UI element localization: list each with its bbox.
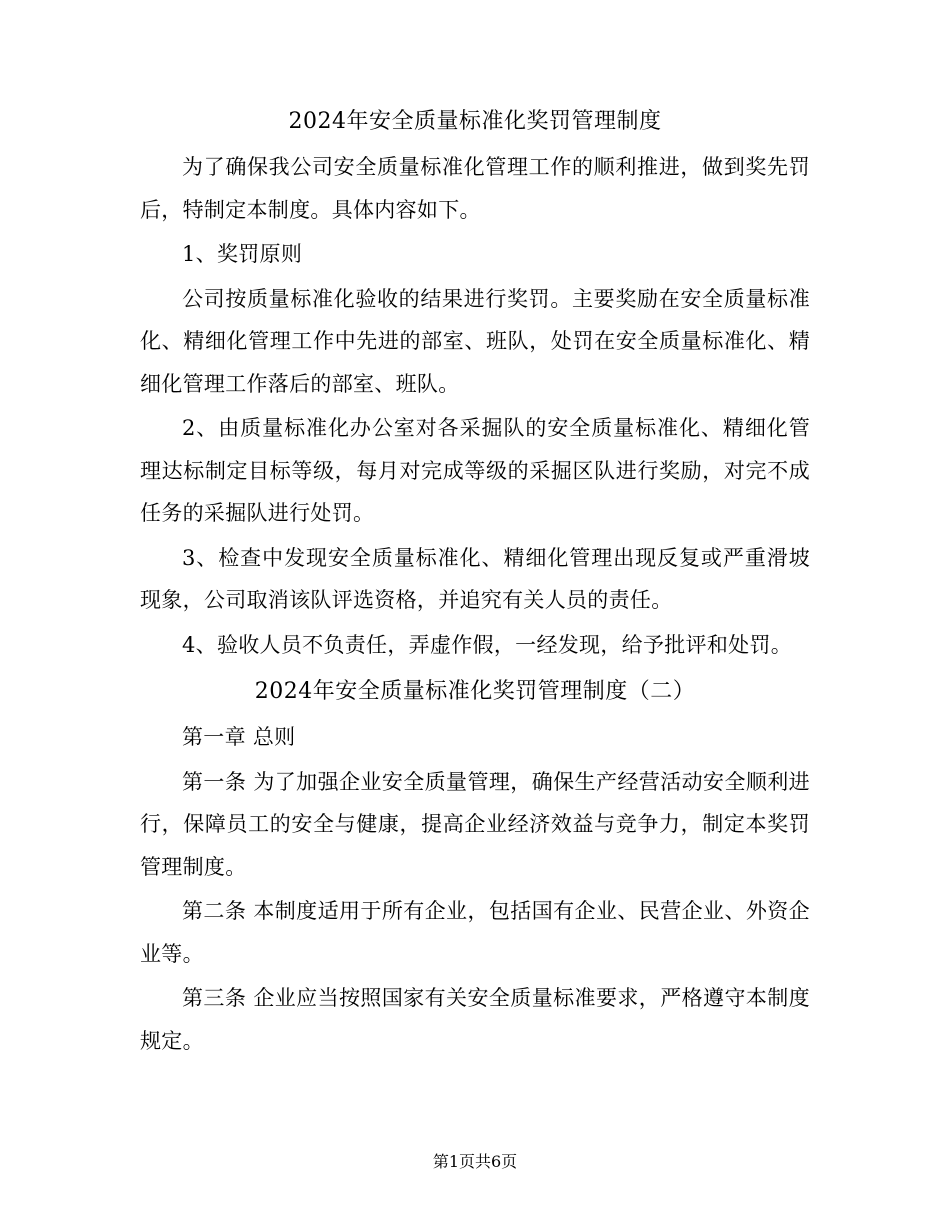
paragraph-item-2: 2、由质量标准化办公室对各采掘队的安全质量标准化、精细化管理达标制定目标等级，每月对完成等级的采掘区队进行奖励，对完不成任务的采掘队进行处罚。 <box>140 416 810 525</box>
chapter-heading: 第一章 总则 <box>182 725 296 749</box>
paragraph-principle: 公司按质量标准化验收的结果进行奖罚。主要奖励在安全质量标准化、精细化管理工作中先进的部室、班队，处罚在安全质量标准化、精细化管理工作落后的部室、班队。 <box>140 286 810 396</box>
page-number: 第1页共6页 <box>432 1152 518 1171</box>
paragraph-item-4: 4、验收人员不负责任，弄虚作假，一经发现，给予批评和处罚。 <box>182 632 793 657</box>
document-title: 2024年安全质量标准化奖罚管理制度 <box>288 109 662 134</box>
paragraph-intro: 为了确保我公司安全质量标准化管理工作的顺利推进，做到奖先罚后，特制定本制度。具体内容如下。 <box>140 155 810 222</box>
article-2: 第二条 本制度适用于所有企业，包括国有企业、民营企业、外资企业等。 <box>140 899 810 966</box>
article-1: 第一条 为了加强企业安全质量管理，确保生产经营活动安全顺利进行，保障员工的安全与健康，提高企业经济效益与竞争力，制定本奖罚管理制度。 <box>140 769 810 879</box>
article-3: 第三条 企业应当按照国家有关安全质量标准要求，严格遵守本制度规定。 <box>140 986 810 1053</box>
paragraph-item-3: 3、检查中发现安全质量标准化、精细化管理出现反复或严重滑坡现象，公司取消该队评选资格，并追究有关人员的责任。 <box>140 545 810 612</box>
paragraph-heading-principle: 1、奖罚原则 <box>182 242 303 266</box>
document-body <box>140 98 810 1064</box>
section-title-2: 2024年安全质量标准化奖罚管理制度（二） <box>254 679 696 704</box>
